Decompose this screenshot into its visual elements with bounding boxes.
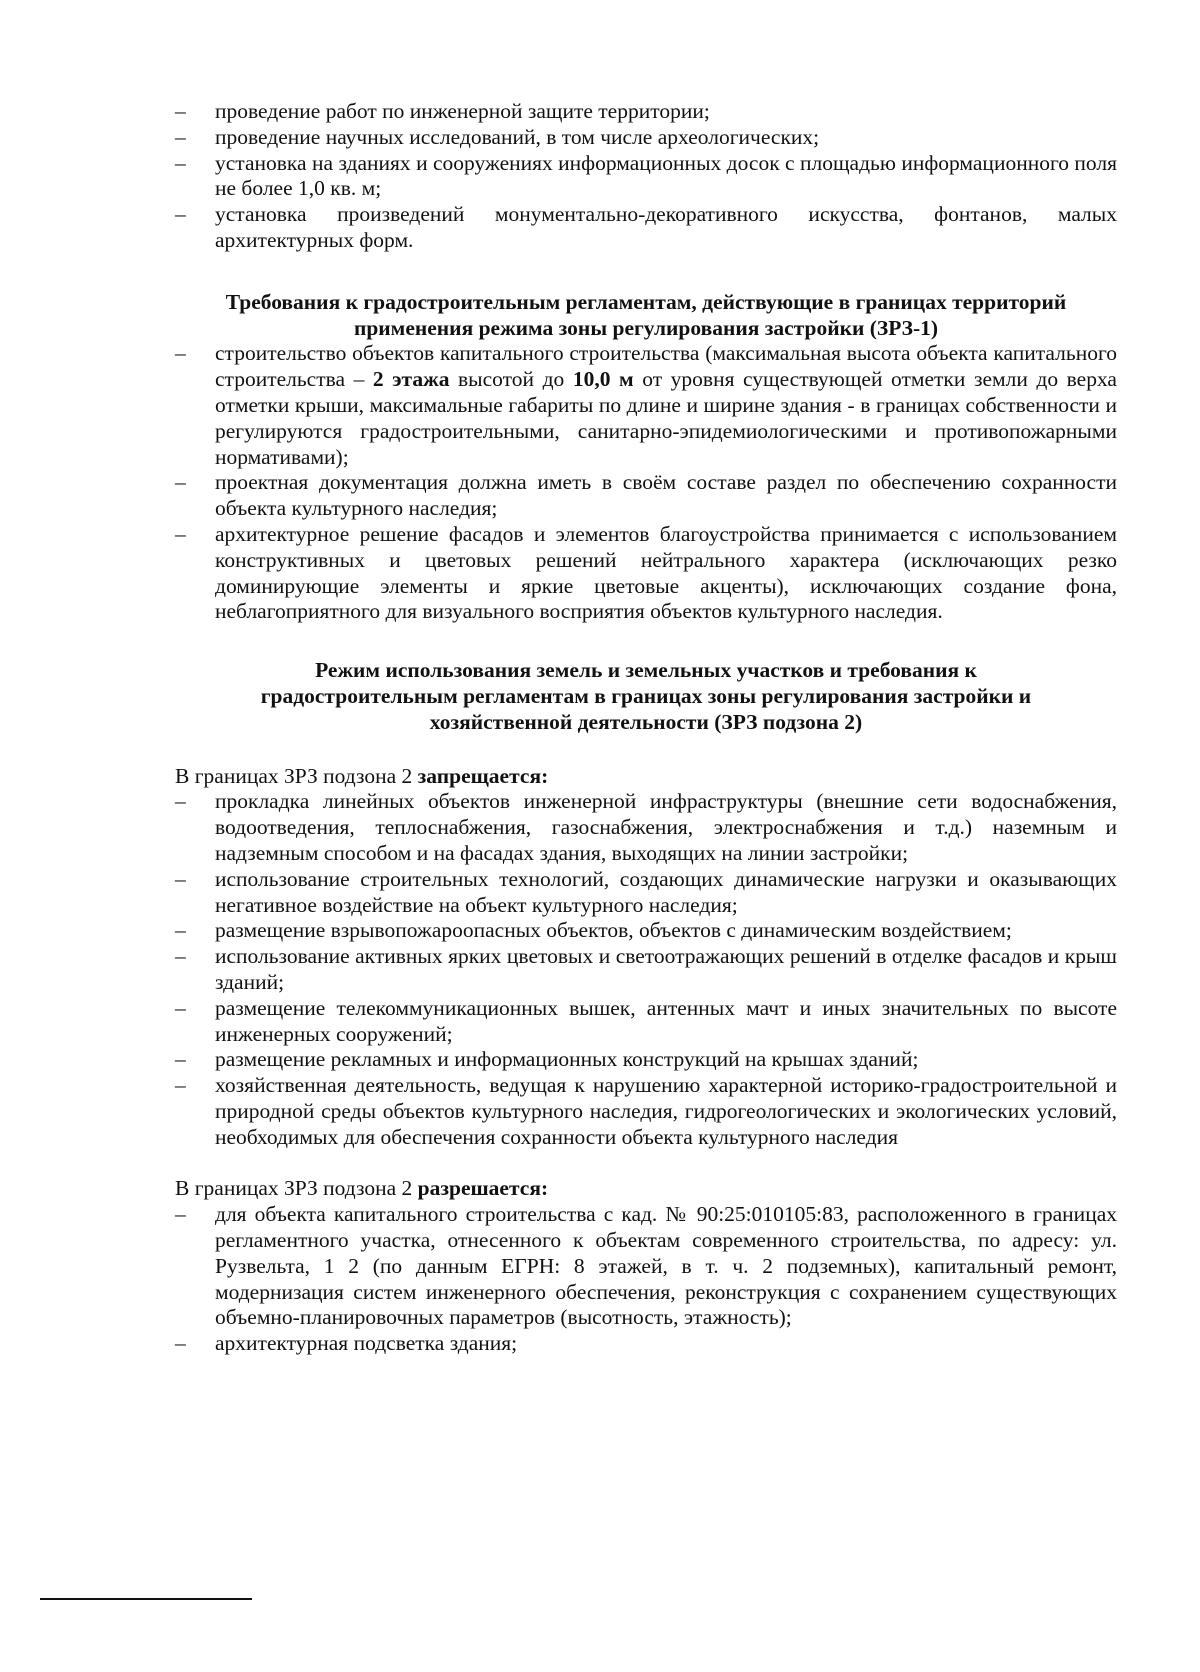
height-value: 10,0 м [572, 367, 634, 392]
text-run: В границах ЗРЗ подзона 2 [175, 1176, 418, 1201]
footnote-separator [40, 1598, 252, 1600]
list-item: – установка на зданиях и сооружениях информационных досок с площадью информационного поля не более 1,0 кв. м; [175, 151, 1117, 203]
section1-heading [175, 290, 1117, 342]
section2-heading-line: Режим использования земель и земельных участков и требования к [315, 658, 977, 683]
list-item: – архитектурная подсветка здания; [175, 1331, 1117, 1357]
list-item: – хозяйственная деятельность, ведущая к нарушению характерной историко-градостроительной и природной среды объектов культурного наследия, гидрогеологических и экологических условий, необходимых для обеспечения сохранности объекта культурного наследия [175, 1073, 1117, 1150]
list-item: – проведение научных исследований, в том числе археологических; [175, 125, 1117, 151]
allowed-list [175, 1202, 1117, 1357]
list-item: – архитектурное решение фасадов и элементов благоустройства принимается с использованием конструктивных и цветовых решений нейтрального характера (исключающих резко доминирующие элементы и яркие цветовые акценты), исключающих создание фона, неблагоприятного для визуального восприятия объектов культурного наследия. [175, 522, 1117, 625]
text-run: В границах ЗРЗ подзона 2 [175, 763, 418, 788]
section1-list [175, 341, 1117, 625]
list-item: – прокладка линейных объектов инженерной инфраструктуры (внешние сети водоснабжения, водоотведения, теплоснабжения, газоснабжения, электроснабжения и т.д.) наземным и надземным способом и на фасадах здания, выходящих на линии застройки; [175, 789, 1117, 866]
list-item: – использование активных ярких цветовых и светоотражающих решений в отделке фасадов и крыш зданий; [175, 944, 1117, 996]
list-item: – проведение работ по инженерной защите территории; [175, 99, 1117, 125]
list-item: – установка произведений монументально-декоративного искусства, фонтанов, малых архитектурных форм. [175, 202, 1117, 254]
prohibited-list [175, 789, 1117, 1150]
floors-value: 2 этажа [372, 367, 450, 392]
section2-heading-line: хозяйственной деятельности (ЗРЗ подзона 2) [429, 709, 863, 734]
list-top [175, 99, 1117, 254]
list-item: – размещение взрывопожароопасных объектов, объектов с динамическим воздействием; [175, 918, 1117, 944]
prohibited-intro [175, 764, 1117, 790]
list-item: – для объекта капитального строительства с кад. № 90:25:010105:83, расположенного в границах регламентного участка, отнесенного к объектам современного строительства, по адресу: ул. Рузвельта, 1 2 (по данным ЕГРН: 8 этажей, в т. ч. 2 подземных), капитальный ремонт, модернизация систем инженерного обеспечения, реконструкция с сохранением существующих объемно-планировочных параметров (высотность, этажность); [175, 1202, 1117, 1331]
list-item [175, 341, 1117, 470]
list-item: – размещение рекламных и информационных конструкций на крышах зданий; [175, 1047, 1117, 1073]
list-item: – размещение телекоммуникационных вышек, антенных мачт и иных значительных по высоте инженерных сооружений; [175, 996, 1117, 1048]
text-run: от уровня существующей отметки земли до верха отметки крыши, максимальные габариты по длине и ширине здания - в границах собственности и регулируются градостроительными, санитарно-эпидемиологическими и противопожарными нормативами); [215, 367, 1117, 469]
section1-heading-line: Требования к градостроительным регламентам, действующие в границах территорий [225, 289, 1067, 314]
allowed-word: разрешается: [417, 1176, 549, 1201]
section1-heading-line: применения режима зоны регулирования застройки (ЗРЗ-1) [353, 315, 939, 340]
text-run: строительство объектов капитального строительства (максимальная высота объекта капитального строительства – [215, 341, 1117, 392]
document-page [175, 99, 1117, 1357]
section2-heading-line: градостроительным регламентам в границах зоны регулирования застройки и [260, 683, 1032, 708]
prohibited-word: запрещается: [417, 763, 549, 788]
allowed-intro [175, 1176, 1117, 1202]
list-item: – проектная документация должна иметь в своём составе раздел по обеспечению сохранности объекта культурного наследия; [175, 470, 1117, 522]
text-run: высотой до [449, 367, 573, 392]
list-item: – использование строительных технологий, создающих динамические нагрузки и оказывающих негативное воздействие на объект культурного наследия; [175, 867, 1117, 919]
section2-heading [175, 658, 1117, 735]
